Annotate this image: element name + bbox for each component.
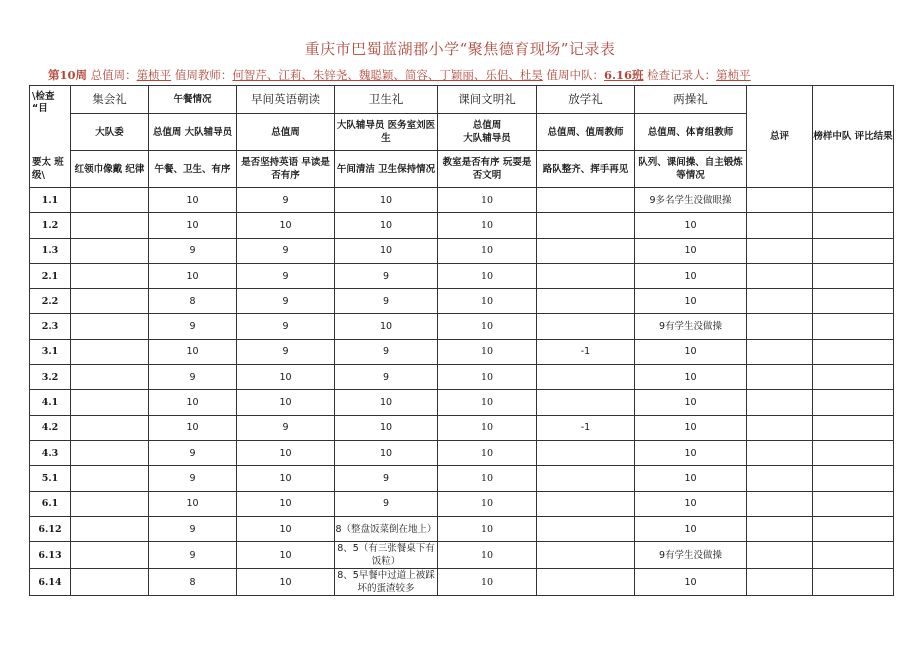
- score-cell: [813, 188, 894, 213]
- table-row: [30, 542, 894, 569]
- score-cell: [813, 569, 894, 596]
- score-cell: [71, 390, 149, 415]
- score-cell: [747, 365, 813, 390]
- teacher-label: 值周教师：: [174, 68, 233, 82]
- score-cell: 9: [237, 339, 335, 364]
- score-cell: 9: [149, 466, 237, 491]
- criteria-header: 教室是否有序 玩耍是否文明: [438, 151, 537, 188]
- criteria-header: 午间清洁 卫生保持情况: [335, 151, 438, 188]
- score-cell: [747, 188, 813, 213]
- score-cell: [537, 213, 635, 238]
- score-cell: 10: [149, 339, 237, 364]
- corner-bottom-label: 要太 班 级\: [32, 157, 64, 181]
- score-cell: 10: [237, 466, 335, 491]
- class-label: 1.1: [30, 188, 71, 213]
- score-cell: 10: [237, 440, 335, 465]
- score-cell: 9: [237, 238, 335, 263]
- score-cell: 10: [635, 365, 747, 390]
- score-cell: [71, 263, 149, 288]
- table-row: [30, 188, 894, 213]
- score-cell: [537, 440, 635, 465]
- score-cell: [747, 314, 813, 339]
- duty-person: 第桢平: [136, 68, 172, 82]
- score-cell: [537, 238, 635, 263]
- table-row: [30, 516, 894, 541]
- criteria-header: 路队整齐、挥手再见: [537, 151, 635, 188]
- score-cell: 10: [149, 263, 237, 288]
- score-cell: 10: [149, 390, 237, 415]
- score-cell: 10: [438, 542, 537, 569]
- table-row: [30, 466, 894, 491]
- table-row: [30, 491, 894, 516]
- score-cell: 9: [237, 289, 335, 314]
- score-cell: [747, 569, 813, 596]
- score-cell: 10: [237, 491, 335, 516]
- score-cell: [813, 390, 894, 415]
- checker-header: 总值周、体育组教师: [635, 114, 747, 151]
- score-cell: 10: [438, 440, 537, 465]
- score-cell: 9: [237, 188, 335, 213]
- score-cell: [71, 542, 149, 569]
- score-cell: [813, 491, 894, 516]
- score-cell: 10: [438, 365, 537, 390]
- score-cell: 10: [335, 415, 438, 440]
- score-cell: [813, 263, 894, 288]
- score-cell: 8、5早餐中过道上被踩 坏的蛋渣较多: [335, 569, 438, 596]
- score-cell: -1: [537, 339, 635, 364]
- score-cell: 9: [335, 289, 438, 314]
- score-cell: [537, 542, 635, 569]
- table-row: [30, 440, 894, 465]
- category-header: 放学礼: [537, 86, 635, 114]
- score-cell: 9: [335, 466, 438, 491]
- corner-top-label: \检查 “目: [32, 91, 55, 114]
- duty-teachers: 何智芹、江莉、朱锌尧、魏聪颖、简容、丁颖丽、乐侣、杜昊: [232, 68, 543, 82]
- class-label: 6.12: [30, 516, 71, 541]
- score-cell: 10: [635, 516, 747, 541]
- score-cell: 8: [149, 289, 237, 314]
- score-cell: [71, 238, 149, 263]
- score-cell: 10: [635, 440, 747, 465]
- score-cell: 10: [635, 491, 747, 516]
- table-row: [30, 213, 894, 238]
- score-cell: 9: [149, 542, 237, 569]
- score-cell: 10: [635, 289, 747, 314]
- score-cell: 10: [237, 569, 335, 596]
- score-cell: 9: [149, 516, 237, 541]
- score-cell: [813, 542, 894, 569]
- score-cell: 10: [237, 213, 335, 238]
- score-cell: [747, 238, 813, 263]
- score-cell: [813, 339, 894, 364]
- score-cell: 10: [438, 339, 537, 364]
- score-cell: [537, 289, 635, 314]
- checker-header: 总值周 大队辅导员: [149, 114, 237, 151]
- score-cell: 10: [635, 415, 747, 440]
- model-squad-header: 榜样中队 评比结果: [813, 86, 894, 188]
- score-cell: 9: [335, 263, 438, 288]
- score-cell: [537, 263, 635, 288]
- score-cell: [813, 440, 894, 465]
- category-header: 两操礼: [635, 86, 747, 114]
- checker-header: 总值周: [237, 114, 335, 151]
- class-label: 2.2: [30, 289, 71, 314]
- score-cell: 10: [438, 390, 537, 415]
- score-cell: [537, 314, 635, 339]
- score-cell: 9: [149, 314, 237, 339]
- table-row: [30, 365, 894, 390]
- table-row: [30, 238, 894, 263]
- score-cell: [813, 415, 894, 440]
- table-row: [30, 289, 894, 314]
- class-label: 6.1: [30, 491, 71, 516]
- table-row: [30, 339, 894, 364]
- squad-label: 值周中队：: [546, 68, 604, 82]
- score-cell: 10: [438, 491, 537, 516]
- score-cell: [747, 415, 813, 440]
- score-cell: [747, 440, 813, 465]
- score-cell: 10: [635, 238, 747, 263]
- score-cell: 10: [237, 390, 335, 415]
- score-cell: [747, 516, 813, 541]
- score-cell: [747, 289, 813, 314]
- score-cell: 10: [438, 213, 537, 238]
- score-cell: 10: [335, 440, 438, 465]
- criteria-header: 红领巾像戴 纪律: [71, 151, 149, 188]
- score-cell: [71, 491, 149, 516]
- score-cell: 9: [335, 339, 438, 364]
- overall-header: 总评: [747, 86, 813, 188]
- table-body: [30, 188, 894, 596]
- score-cell: 9有学生没做操: [635, 542, 747, 569]
- score-cell: [71, 415, 149, 440]
- score-cell: 10: [438, 238, 537, 263]
- score-cell: 10: [335, 314, 438, 339]
- score-cell: 10: [635, 569, 747, 596]
- score-cell: 10: [438, 569, 537, 596]
- class-label: 4.1: [30, 390, 71, 415]
- score-cell: [747, 263, 813, 288]
- score-cell: [71, 466, 149, 491]
- checker-header: 大队辅导员 医务室刘医生: [335, 114, 438, 151]
- score-cell: 9: [149, 238, 237, 263]
- score-cell: 10: [149, 491, 237, 516]
- category-header: 早间英语朝读: [237, 86, 335, 114]
- score-cell: 9多名学生没做眼操: [635, 188, 747, 213]
- score-cell: 10: [149, 213, 237, 238]
- score-cell: [537, 491, 635, 516]
- checker-header: 总值周、值周教师: [537, 114, 635, 151]
- score-cell: 10: [635, 466, 747, 491]
- score-cell: -1: [537, 415, 635, 440]
- checker-header: 大队委: [71, 114, 149, 151]
- score-cell: 10: [635, 213, 747, 238]
- score-cell: [537, 188, 635, 213]
- score-cell: [813, 466, 894, 491]
- score-cell: 10: [335, 390, 438, 415]
- checker-header: 总值周 大队辅导员: [438, 114, 537, 151]
- score-cell: 9: [149, 440, 237, 465]
- record-table: [29, 85, 894, 596]
- table-row: [30, 569, 894, 596]
- week-label: 第10周: [48, 68, 88, 82]
- score-cell: 10: [438, 188, 537, 213]
- score-cell: [71, 516, 149, 541]
- class-label: 1.3: [30, 238, 71, 263]
- score-cell: [747, 339, 813, 364]
- score-cell: 9: [335, 491, 438, 516]
- score-cell: 10: [438, 415, 537, 440]
- score-cell: [747, 390, 813, 415]
- score-cell: [71, 440, 149, 465]
- class-label: 4.2: [30, 415, 71, 440]
- score-cell: [813, 289, 894, 314]
- score-cell: 9有学生没做操: [635, 314, 747, 339]
- score-cell: [747, 491, 813, 516]
- score-cell: 10: [438, 314, 537, 339]
- recorder-label: 检查记录人：: [647, 68, 717, 82]
- score-cell: [813, 314, 894, 339]
- criteria-header: 队列、课间操、自主锻炼 等情况: [635, 151, 747, 188]
- table-row: [30, 314, 894, 339]
- class-label: 3.2: [30, 365, 71, 390]
- criteria-header: 午餐、卫生、有序: [149, 151, 237, 188]
- score-cell: 10: [237, 542, 335, 569]
- class-label: 3.1: [30, 339, 71, 364]
- score-cell: [71, 289, 149, 314]
- score-cell: [71, 339, 149, 364]
- score-cell: 10: [149, 415, 237, 440]
- score-cell: 8: [149, 569, 237, 596]
- score-cell: [537, 466, 635, 491]
- criteria-header: 是否坚持英语 早读是否有序: [237, 151, 335, 188]
- score-cell: [71, 314, 149, 339]
- score-cell: 8、5（有三张餐桌下有 饭粒）: [335, 542, 438, 569]
- score-cell: 10: [335, 213, 438, 238]
- score-cell: 10: [438, 289, 537, 314]
- table-row: [30, 390, 894, 415]
- score-cell: 10: [335, 238, 438, 263]
- score-cell: 10: [149, 188, 237, 213]
- score-cell: 10: [635, 339, 747, 364]
- score-cell: [537, 390, 635, 415]
- score-cell: [71, 569, 149, 596]
- category-header: 卫生礼: [335, 86, 438, 114]
- score-cell: [537, 365, 635, 390]
- category-header: 课间文明礼: [438, 86, 537, 114]
- score-cell: [813, 365, 894, 390]
- class-label: 2.1: [30, 263, 71, 288]
- score-cell: [813, 238, 894, 263]
- class-label: 5.1: [30, 466, 71, 491]
- score-cell: 9: [335, 365, 438, 390]
- class-label: 6.14: [30, 569, 71, 596]
- duty-label: 总值周：: [90, 68, 137, 82]
- score-cell: [747, 213, 813, 238]
- duty-squad: 6.16班: [603, 68, 644, 82]
- class-label: 2.3: [30, 314, 71, 339]
- score-cell: [747, 542, 813, 569]
- class-label: 6.13: [30, 542, 71, 569]
- score-cell: 9: [149, 365, 237, 390]
- document-title: 重庆市巴蜀蓝湖郡小学“聚焦德育现场”记录表: [304, 40, 616, 58]
- score-cell: 10: [438, 516, 537, 541]
- table-row: [30, 415, 894, 440]
- score-cell: 9: [237, 263, 335, 288]
- score-cell: [71, 365, 149, 390]
- score-cell: 9: [237, 415, 335, 440]
- score-cell: 10: [438, 466, 537, 491]
- score-cell: [71, 213, 149, 238]
- score-cell: 10: [335, 188, 438, 213]
- score-cell: 10: [237, 365, 335, 390]
- score-cell: [813, 213, 894, 238]
- score-cell: [747, 466, 813, 491]
- header-row-categories: [30, 86, 894, 114]
- score-cell: [537, 569, 635, 596]
- class-label: 4.3: [30, 440, 71, 465]
- score-cell: 9: [237, 314, 335, 339]
- header-corner: [30, 86, 71, 188]
- score-cell: [537, 516, 635, 541]
- score-cell: 10: [635, 390, 747, 415]
- score-cell: [71, 188, 149, 213]
- score-cell: [813, 516, 894, 541]
- category-header: 午餐情况: [149, 86, 237, 114]
- table-row: [30, 263, 894, 288]
- score-cell: 10: [635, 263, 747, 288]
- score-cell: 8（整盘饭菜倒在地上）: [335, 516, 438, 541]
- category-header: 集会礼: [71, 86, 149, 114]
- recorder-name: 第桢平: [716, 68, 751, 82]
- info-line: [48, 67, 908, 83]
- score-cell: 10: [237, 516, 335, 541]
- class-label: 1.2: [30, 213, 71, 238]
- score-cell: 10: [438, 263, 537, 288]
